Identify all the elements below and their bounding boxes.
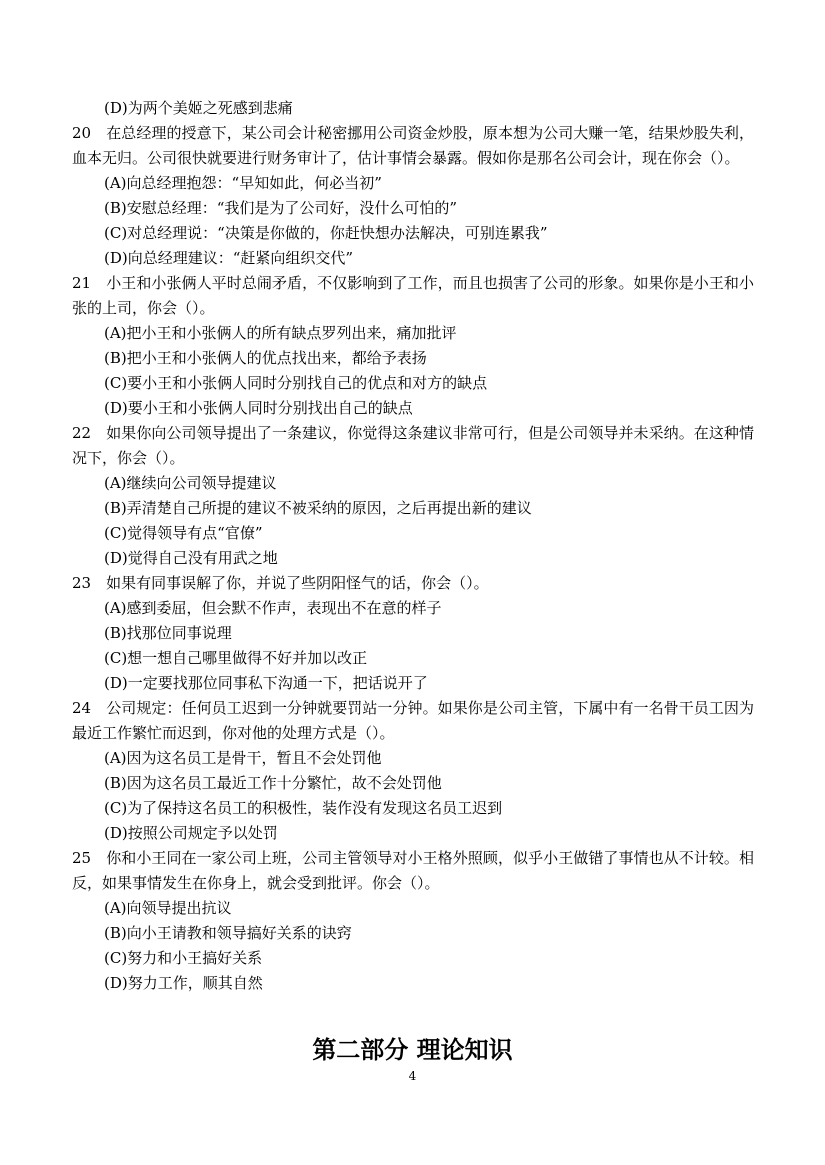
option-a: (A)继续向公司领导提建议 [104,474,277,492]
option-c: (C)要小王和小张俩人同时分别找自己的优点和对方的缺点 [104,374,488,392]
section-title: 第二部分 理论知识 [312,1035,513,1064]
previous-question-option: (D)为两个美姬之死感到悲痛 [104,99,293,117]
question-21 [72,271,754,421]
option-a: (A)感到委屈，但会默不作声，表现出不在意的样子 [104,599,442,617]
option-d: (D)一定要找那位同事私下沟通一下，把话说开了 [104,674,428,692]
option-b: (B)安慰总经理：“我们是为了公司好，没什么可怕的” [104,199,458,217]
option-b: (B)弄清楚自己所提的建议不被采纳的原因，之后再提出新的建议 [104,499,532,517]
question-22 [72,421,754,571]
question-23 [72,571,754,696]
question-20 [72,121,754,271]
option-a: (A)向总经理抱怨：“早知如此，何必当初” [104,174,382,192]
option-a: (A)因为这名员工是骨干，暂且不会处罚他 [104,749,382,767]
question-24 [72,696,754,846]
option-d: (D)觉得自己没有用武之地 [104,549,278,567]
option-d: (D)按照公司规定予以处罚 [104,824,278,842]
question-text: 24 公司规定：任何员工迟到一分钟就要罚站一分钟。如果你是公司主管，下属中有一名骨干员工因为最近工作繁忙而迟到，你对他的处理方式是（）。 [72,699,754,742]
question-text: 21 小王和小张俩人平时总闹矛盾，不仅影响到了工作，而且也损害了公司的形象。如果你是小王和小张的上司，你会（）。 [72,274,754,317]
question-25 [72,846,754,996]
option-d: (D)要小王和小张俩人同时分别找出自己的缺点 [104,399,413,417]
option-c: (C)为了保持这名员工的积极性，装作没有发现这名员工迟到 [104,799,503,817]
option-d: (D)努力工作，顺其自然 [104,974,263,992]
option-b: (B)把小王和小张俩人的优点找出来，都给予表扬 [104,349,427,367]
option-d: (D)向总经理建议：“赶紧向组织交代” [104,249,354,267]
option-b: (B)向小王请教和领导搞好关系的诀窍 [104,924,352,942]
page-number: 4 [408,1069,417,1083]
option-c: (C)努力和小王搞好关系 [104,949,263,967]
option-a: (A)把小王和小张俩人的所有缺点罗列出来，痛加批评 [104,324,457,342]
question-text: 20 在总经理的授意下，某公司会计秘密挪用公司资金炒股，原本想为公司大赚一笔，结果炒股失利，血本无归。公司很快就要进行财务审计了，估计事情会暴露。假如你是那名公司会计，现在你会（）。 [72,124,754,167]
question-list [72,96,754,996]
option-c: (C)觉得领导有点“官僚” [104,524,263,542]
option-c: (C)对总经理说：“决策是你做的，你赶快想办法解决，可别连累我” [104,224,548,242]
option-a: (A)向领导提出抗议 [104,899,232,917]
option-c: (C)想一想自己哪里做得不好并加以改正 [104,649,368,667]
question-text: 25 你和小王同在一家公司上班，公司主管领导对小王格外照顾，似乎小王做错了事情也从不计较。相反，如果事情发生在你身上，就会受到批评。你会（）。 [72,849,754,892]
question-text: 23 如果有同事误解了你，并说了些阴阳怪气的话，你会（）。 [72,574,489,592]
option-b: (B)找那位同事说理 [104,624,232,642]
question-text: 22 如果你向公司领导提出了一条建议，你觉得这条建议非常可行，但是公司领导并未采纳。在这种情况下，你会（）。 [72,424,754,467]
option-b: (B)因为这名员工最近工作十分繁忙，故不会处罚他 [104,774,442,792]
